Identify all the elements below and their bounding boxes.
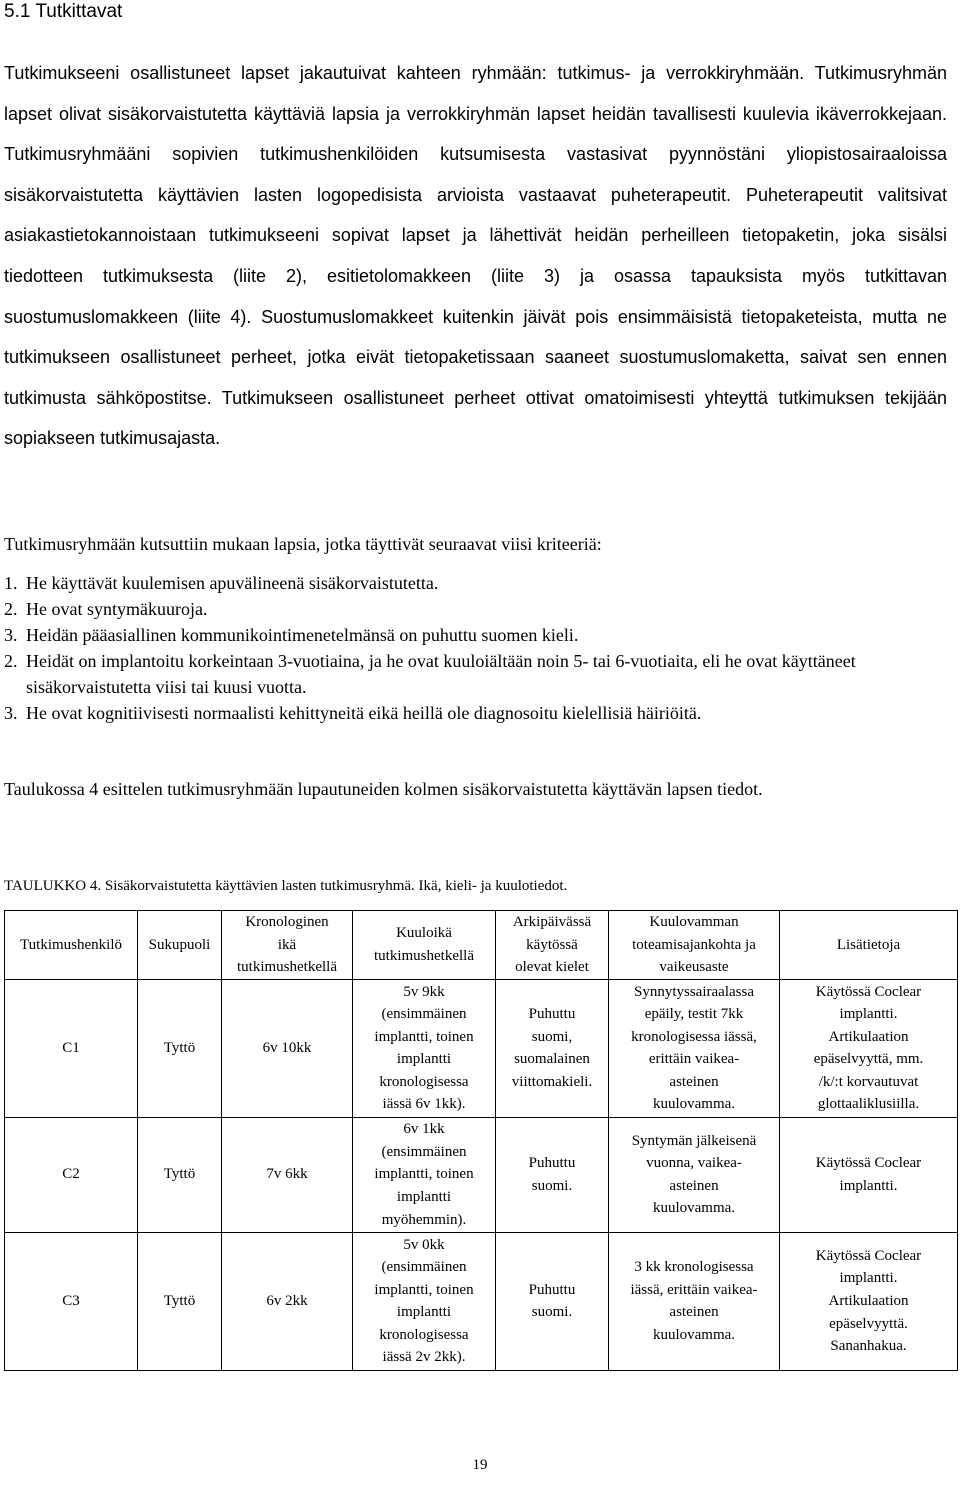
cell-line: vuonna, vaikea- [646, 1155, 742, 1172]
cell-line: kronologisessa [379, 1073, 469, 1090]
cell-line: (ensimmäinen [381, 1006, 467, 1023]
cell-line: vaikeusaste [659, 959, 729, 976]
cell-line: Kuulovamman [649, 914, 739, 930]
paragraph-participants: Tutkimukseeni osallistuneet lapset jakautuivat kahteen ryhmään: tutkimus- ja verrokkiryhmään. Tutkimusryhmän lapset olivat sisäkorvaistutetta käyttäviä lapsia ja verrokkiryhmän lapset heidän tavallisesti kuulevia ikäverrokkejaan. Tutkimusryhmääni sopivien tutkimushenkilöiden kutsumisesta vastasivat pyynnöstäni yliopistosairaaloissa sisäkorvaistutetta käyttävien lasten logopedisista arvioista vastaavat puheterapeutit. Puheterapeutit valitsivat asiakastietokannoistaan tutkimukseeni sopivat lapset ja lähettivät heidän perheilleen tietopaketin, joka sisälsi tiedotteen tutkimuksesta (liite 2), esitietolomakkeen (liite 3) ja osassa tapauksista myös tutkittavan suostumuslomakkeen (liite 4). Suostumuslomakkeet kuitenkin jäivät pois ensimmäisistä tietopaketeista, mutta ne tutkimukseen osallistuneet perheet, jotka eivät tietopaketissaan saaneet suostumuslomaketta, saivat sen ennen tutkimusta sähköpostitse. Tutkimukseen osallistuneet perheet ottivat omatoimisesti yhteyttä tutkimuksen tekijään sopiakseen tutkimusajasta. [4, 63, 947, 449]
table-row [5, 1232, 958, 1370]
participants-table [4, 910, 958, 1371]
cell-languages [496, 979, 609, 1117]
cell-line: implantti, toinen [374, 1028, 474, 1045]
criteria-text: Heidät on implantoitu korkeintaan 3-vuotiaina, ja he ovat kuuloiältään noin 5- tai 6-vuotiaita, eli he ovat käyttäneet sisäkorvaistutetta viisi tai kuusi vuotta. [26, 651, 856, 697]
cell-line: Synnytyssairaalassa [634, 983, 754, 1000]
cell-line: Artikulaation [828, 1292, 909, 1309]
cell-line: Arkipäivässä [512, 914, 592, 930]
cell-line: Kuuloikä [396, 925, 452, 942]
cell-line: iässä 2v 2kk). [382, 1349, 466, 1366]
cell-line: Sananhakua. [830, 1338, 907, 1355]
cell-line: 6v 1kk [403, 1121, 445, 1138]
cell-line: viittomakieli. [511, 1073, 593, 1090]
cell-line: erittäin vaikea- [648, 1051, 740, 1068]
criteria-number: 3. [4, 703, 18, 723]
criteria-text: Heidän pääasiallinen kommunikointimenetelmänsä on puhuttu suomen kieli. [26, 625, 579, 645]
cell-line: ikä [277, 936, 297, 953]
cell-line: Syntymän jälkeisenä [631, 1132, 757, 1149]
page-number: 19 [472, 1457, 488, 1473]
criteria-number: 2. [4, 599, 18, 619]
cell-line: kuulovamma. [652, 1326, 736, 1343]
header-cell [780, 911, 958, 980]
cell-id: C1 [5, 979, 138, 1117]
header-cell [138, 911, 222, 980]
cell-sex: Tyttö [138, 1232, 222, 1370]
cell-line: implantti, toinen [374, 1166, 474, 1183]
cell-line: olevat kielet [515, 959, 589, 976]
criteria-intro: Tutkimusryhmään kutsuttiin mukaan lapsia, jotka täyttivät seuraavat viisi kriteeriä: [4, 534, 602, 554]
cell-detection [609, 979, 780, 1117]
cell-line: Puhuttu [528, 1155, 576, 1172]
criteria-item [4, 700, 954, 726]
cell-line: Puhuttu [528, 1281, 576, 1298]
criteria-item [4, 622, 954, 648]
cell-line: asteinen [669, 1177, 719, 1194]
cell-detection [609, 1232, 780, 1370]
cell-line: Lisätietoja [836, 936, 901, 953]
cell-hearing-age [353, 1117, 496, 1232]
cell-line: implantti, toinen [374, 1281, 474, 1298]
criteria-number: 3. [4, 625, 18, 645]
cell-line: glottaaliklusiilla. [817, 1096, 920, 1113]
cell-line: asteinen [669, 1073, 719, 1090]
cell-line: Kronologinen [245, 914, 329, 930]
cell-line: iässä 6v 1kk). [382, 1096, 466, 1113]
cell-line: suomi. [531, 1304, 573, 1321]
cell-age: 6v 2kk [222, 1232, 353, 1370]
criteria-item [4, 596, 954, 622]
cell-line: epäselvyyttä. [829, 1315, 908, 1332]
cell-line: kuulovamma. [652, 1200, 736, 1217]
criteria-list [4, 570, 954, 726]
criteria-text: He ovat kognitiivisesti normaalisti kehittyneitä eikä heillä ole diagnosoitu kielellisiä häiriöitä. [26, 703, 702, 723]
cell-line: iässä, erittäin vaikea- [630, 1281, 758, 1298]
header-cell [609, 911, 780, 980]
cell-line: (ensimmäinen [381, 1143, 467, 1160]
cell-line: kronologisessa iässä, [631, 1028, 757, 1045]
cell-line: tutkimushetkellä [237, 959, 337, 976]
cell-line: Artikulaation [828, 1028, 909, 1045]
cell-line: Käytössä Coclear [815, 1247, 922, 1264]
cell-line: implantti. [839, 1006, 898, 1023]
cell-line: (ensimmäinen [381, 1259, 467, 1276]
cell-line: Sukupuoli [148, 936, 211, 953]
table-row [5, 1117, 958, 1232]
cell-notes [780, 1232, 958, 1370]
cell-line: 3 kk kronologisessa [634, 1259, 754, 1276]
cell-languages [496, 1232, 609, 1370]
cell-line: implantti [396, 1189, 452, 1206]
cell-line: implantti [396, 1304, 452, 1321]
cell-sex: Tyttö [138, 979, 222, 1117]
cell-line: /k/:t korvautuvat [818, 1073, 919, 1090]
cell-languages [496, 1117, 609, 1232]
cell-line: Puhuttu [528, 1006, 576, 1023]
cell-line: 5v 0kk [403, 1236, 445, 1253]
cell-notes [780, 1117, 958, 1232]
cell-line: implantti. [839, 1177, 898, 1194]
cell-line: kronologisessa [379, 1326, 469, 1343]
cell-id: C2 [5, 1117, 138, 1232]
cell-line: implantti [396, 1051, 452, 1068]
cell-line: suomi. [531, 1177, 573, 1194]
cell-line: Käytössä Coclear [815, 983, 922, 1000]
table-row [5, 979, 958, 1117]
cell-age: 7v 6kk [222, 1117, 353, 1232]
criteria-item [4, 648, 954, 700]
cell-line: tutkimushetkellä [374, 947, 474, 964]
header-cell [5, 911, 138, 980]
cell-sex: Tyttö [138, 1117, 222, 1232]
criteria-text: He ovat syntymäkuuroja. [26, 599, 208, 619]
cell-hearing-age [353, 979, 496, 1117]
cell-notes [780, 979, 958, 1117]
criteria-number: 1. [4, 573, 18, 593]
cell-line: käytössä [526, 936, 578, 953]
cell-line: Käytössä Coclear [815, 1155, 922, 1172]
cell-line: asteinen [669, 1304, 719, 1321]
table-header-row [5, 911, 958, 980]
cell-detection [609, 1117, 780, 1232]
cell-line: epäily, testit 7kk [644, 1006, 744, 1023]
cell-line: Tutkimushenkilö [20, 936, 122, 953]
section-heading: 5.1 Tutkittavat [4, 1, 123, 22]
cell-line: 5v 9kk [403, 983, 445, 1000]
cell-id: C3 [5, 1232, 138, 1370]
cell-hearing-age [353, 1232, 496, 1370]
criteria-item [4, 570, 954, 596]
cell-line: kuulovamma. [652, 1096, 736, 1113]
paragraph-table-intro: Taulukossa 4 esittelen tutkimusryhmään lupautuneiden kolmen sisäkorvaistutetta käyttävän lapsen tiedot. [4, 779, 763, 799]
header-cell [496, 911, 609, 980]
cell-line: myöhemmin). [381, 1211, 467, 1228]
header-cell [222, 911, 353, 980]
cell-line: toteamisajankohta ja [632, 936, 756, 953]
cell-line: suomi, [531, 1028, 573, 1045]
criteria-text: He käyttävät kuulemisen apuvälineenä sisäkorvaistutetta. [26, 573, 439, 593]
criteria-number: 2. [4, 651, 18, 671]
cell-line: epäselvyyttä, mm. [813, 1051, 924, 1068]
header-cell [353, 911, 496, 980]
cell-line: implantti. [839, 1270, 898, 1287]
cell-line: suomalainen [514, 1051, 590, 1068]
cell-age: 6v 10kk [222, 979, 353, 1117]
table-caption: TAULUKKO 4. Sisäkorvaistutetta käyttävien lasten tutkimusryhmä. Ikä, kieli- ja kuulotiedot. [4, 878, 568, 894]
